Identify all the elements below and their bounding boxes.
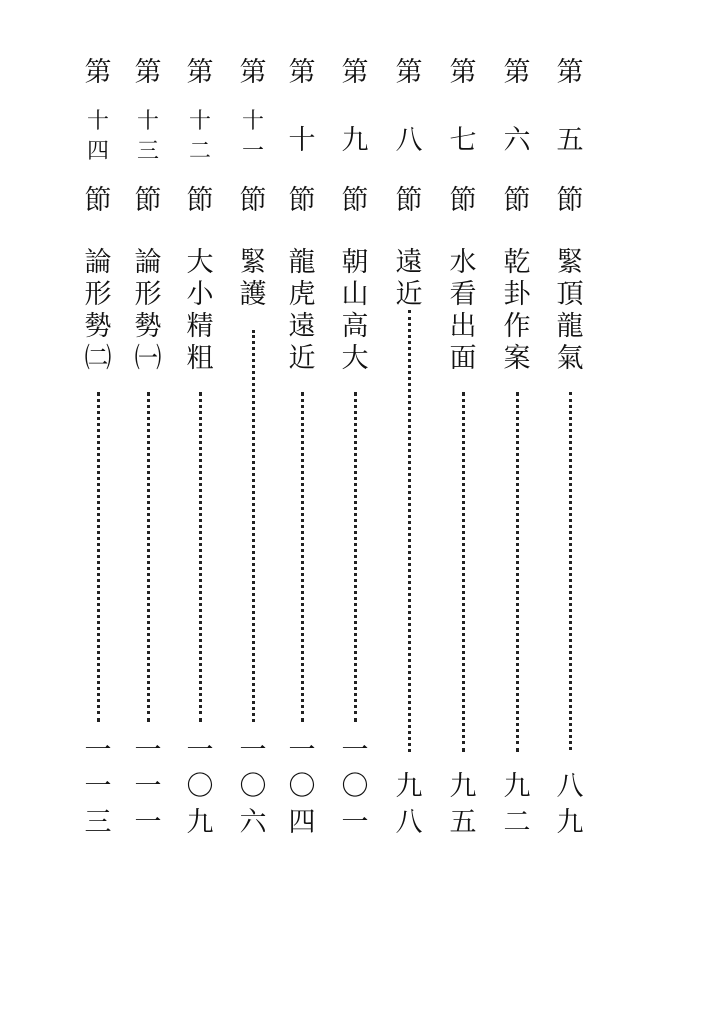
section-title-char: 緊 — [556, 247, 584, 278]
section-title-char: 山 — [341, 279, 369, 310]
section-number: 九 — [341, 125, 369, 156]
section-title-char: 出 — [449, 311, 477, 342]
section-number: 十 — [86, 109, 109, 134]
toc-entry — [335, 0, 375, 1024]
section-number: 六 — [503, 125, 531, 156]
page-number-char: 八 — [395, 807, 423, 838]
section-number: 四 — [86, 139, 109, 164]
section-title-char: 近 — [288, 343, 316, 374]
section-number: 二 — [188, 139, 211, 164]
section-title-char: 論 — [134, 247, 162, 278]
section-title-char: 形 — [84, 279, 112, 310]
section-number: 五 — [556, 125, 584, 156]
section-title-char: 乾 — [503, 247, 531, 278]
toc-entry — [550, 0, 590, 1024]
section-number: 一 — [241, 139, 264, 164]
page-number-char: 〇 — [239, 771, 267, 802]
toc-entry — [233, 0, 273, 1024]
section-title-char: 小 — [186, 279, 214, 310]
leader-dots — [199, 392, 202, 722]
section-title-char: 氣 — [556, 343, 584, 374]
leader-dots — [97, 392, 100, 722]
section-prefix: 第 — [84, 57, 112, 88]
section-title-char: 護 — [239, 279, 267, 310]
section-prefix: 第 — [503, 57, 531, 88]
page-number-char: 一 — [134, 735, 162, 766]
leader-dots — [462, 392, 465, 752]
page-number-char: 〇 — [288, 771, 316, 802]
section-title-char: 卦 — [503, 279, 531, 310]
section-title-char: 虎 — [288, 279, 316, 310]
page-number-char: 一 — [341, 807, 369, 838]
toc-entry — [389, 0, 429, 1024]
section-prefix: 第 — [395, 57, 423, 88]
section-title-char: 大 — [341, 343, 369, 374]
section-suffix: 節 — [239, 185, 267, 216]
page-number-char: 一 — [239, 735, 267, 766]
section-title-char: 大 — [186, 247, 214, 278]
section-title-char: 遠 — [395, 247, 423, 278]
page-number-char: 九 — [503, 771, 531, 802]
toc-entry — [282, 0, 322, 1024]
section-number: 三 — [136, 139, 159, 164]
section-suffix: 節 — [556, 185, 584, 216]
section-title-char: 水 — [449, 247, 477, 278]
section-prefix: 第 — [239, 57, 267, 88]
page-number-char: 九 — [395, 771, 423, 802]
section-title-char: 勢 — [134, 311, 162, 342]
toc-entry — [180, 0, 220, 1024]
section-suffix: 節 — [503, 185, 531, 216]
page-number-char: 〇 — [341, 771, 369, 802]
section-title-char: 緊 — [239, 247, 267, 278]
section-title-char: 遠 — [288, 311, 316, 342]
page-number-char: 八 — [556, 771, 584, 802]
leader-dots — [516, 392, 519, 752]
section-title-char: 作 — [503, 311, 531, 342]
section-title-char: 論 — [84, 247, 112, 278]
page-number-char: 九 — [556, 807, 584, 838]
page-number-char: 三 — [84, 807, 112, 838]
section-number: 十 — [288, 125, 316, 156]
section-prefix: 第 — [288, 57, 316, 88]
page-number-char: 一 — [288, 735, 316, 766]
page-number-char: 〇 — [186, 771, 214, 802]
section-title-char: 面 — [449, 343, 477, 374]
toc-entry — [78, 0, 118, 1024]
section-title-char: 龍 — [556, 311, 584, 342]
toc-entry — [497, 0, 537, 1024]
section-suffix: 節 — [288, 185, 316, 216]
section-title-char: 形 — [134, 279, 162, 310]
section-number: 十 — [188, 109, 211, 134]
section-title-char: 勢 — [84, 311, 112, 342]
section-prefix: 第 — [134, 57, 162, 88]
section-title-char: 近 — [395, 279, 423, 310]
section-prefix: 第 — [556, 57, 584, 88]
page-number-char: 五 — [449, 807, 477, 838]
section-suffix: 節 — [341, 185, 369, 216]
section-suffix: 節 — [84, 185, 112, 216]
section-title-char: 朝 — [341, 247, 369, 278]
section-prefix: 第 — [341, 57, 369, 88]
page-number-char: 一 — [84, 771, 112, 802]
section-suffix: 節 — [186, 185, 214, 216]
toc-entry — [128, 0, 168, 1024]
section-prefix: 第 — [186, 57, 214, 88]
section-number: 十 — [136, 109, 159, 134]
leader-dots — [301, 392, 304, 722]
leader-dots — [147, 392, 150, 722]
page-number-char: 六 — [239, 807, 267, 838]
section-title-char: 高 — [341, 311, 369, 342]
section-title-char: 案 — [503, 343, 531, 374]
page-number-char: 四 — [288, 807, 316, 838]
leader-dots — [408, 310, 411, 752]
section-number: 八 — [395, 125, 423, 156]
section-suffix: 節 — [449, 185, 477, 216]
section-title-char: 粗 — [186, 343, 214, 374]
section-number: 十 — [241, 109, 264, 134]
section-suffix: 節 — [395, 185, 423, 216]
section-title-char: ㈡ — [84, 343, 112, 374]
section-title-char: 看 — [449, 279, 477, 310]
toc-entry — [443, 0, 483, 1024]
page-number-char: 一 — [341, 735, 369, 766]
page-number-char: 一 — [134, 807, 162, 838]
page-number-char: 二 — [503, 807, 531, 838]
leader-dots — [354, 392, 357, 722]
leader-dots — [569, 392, 572, 750]
section-title-char: 精 — [186, 311, 214, 342]
page-number-char: 一 — [84, 735, 112, 766]
page-number-char: 九 — [449, 771, 477, 802]
section-prefix: 第 — [449, 57, 477, 88]
section-suffix: 節 — [134, 185, 162, 216]
page-number-char: 九 — [186, 807, 214, 838]
section-number: 七 — [449, 125, 477, 156]
section-title-char: ㈠ — [134, 343, 162, 374]
leader-dots — [252, 330, 255, 722]
section-title-char: 頂 — [556, 279, 584, 310]
page-number-char: 一 — [186, 735, 214, 766]
page-number-char: 一 — [134, 771, 162, 802]
section-title-char: 龍 — [288, 247, 316, 278]
